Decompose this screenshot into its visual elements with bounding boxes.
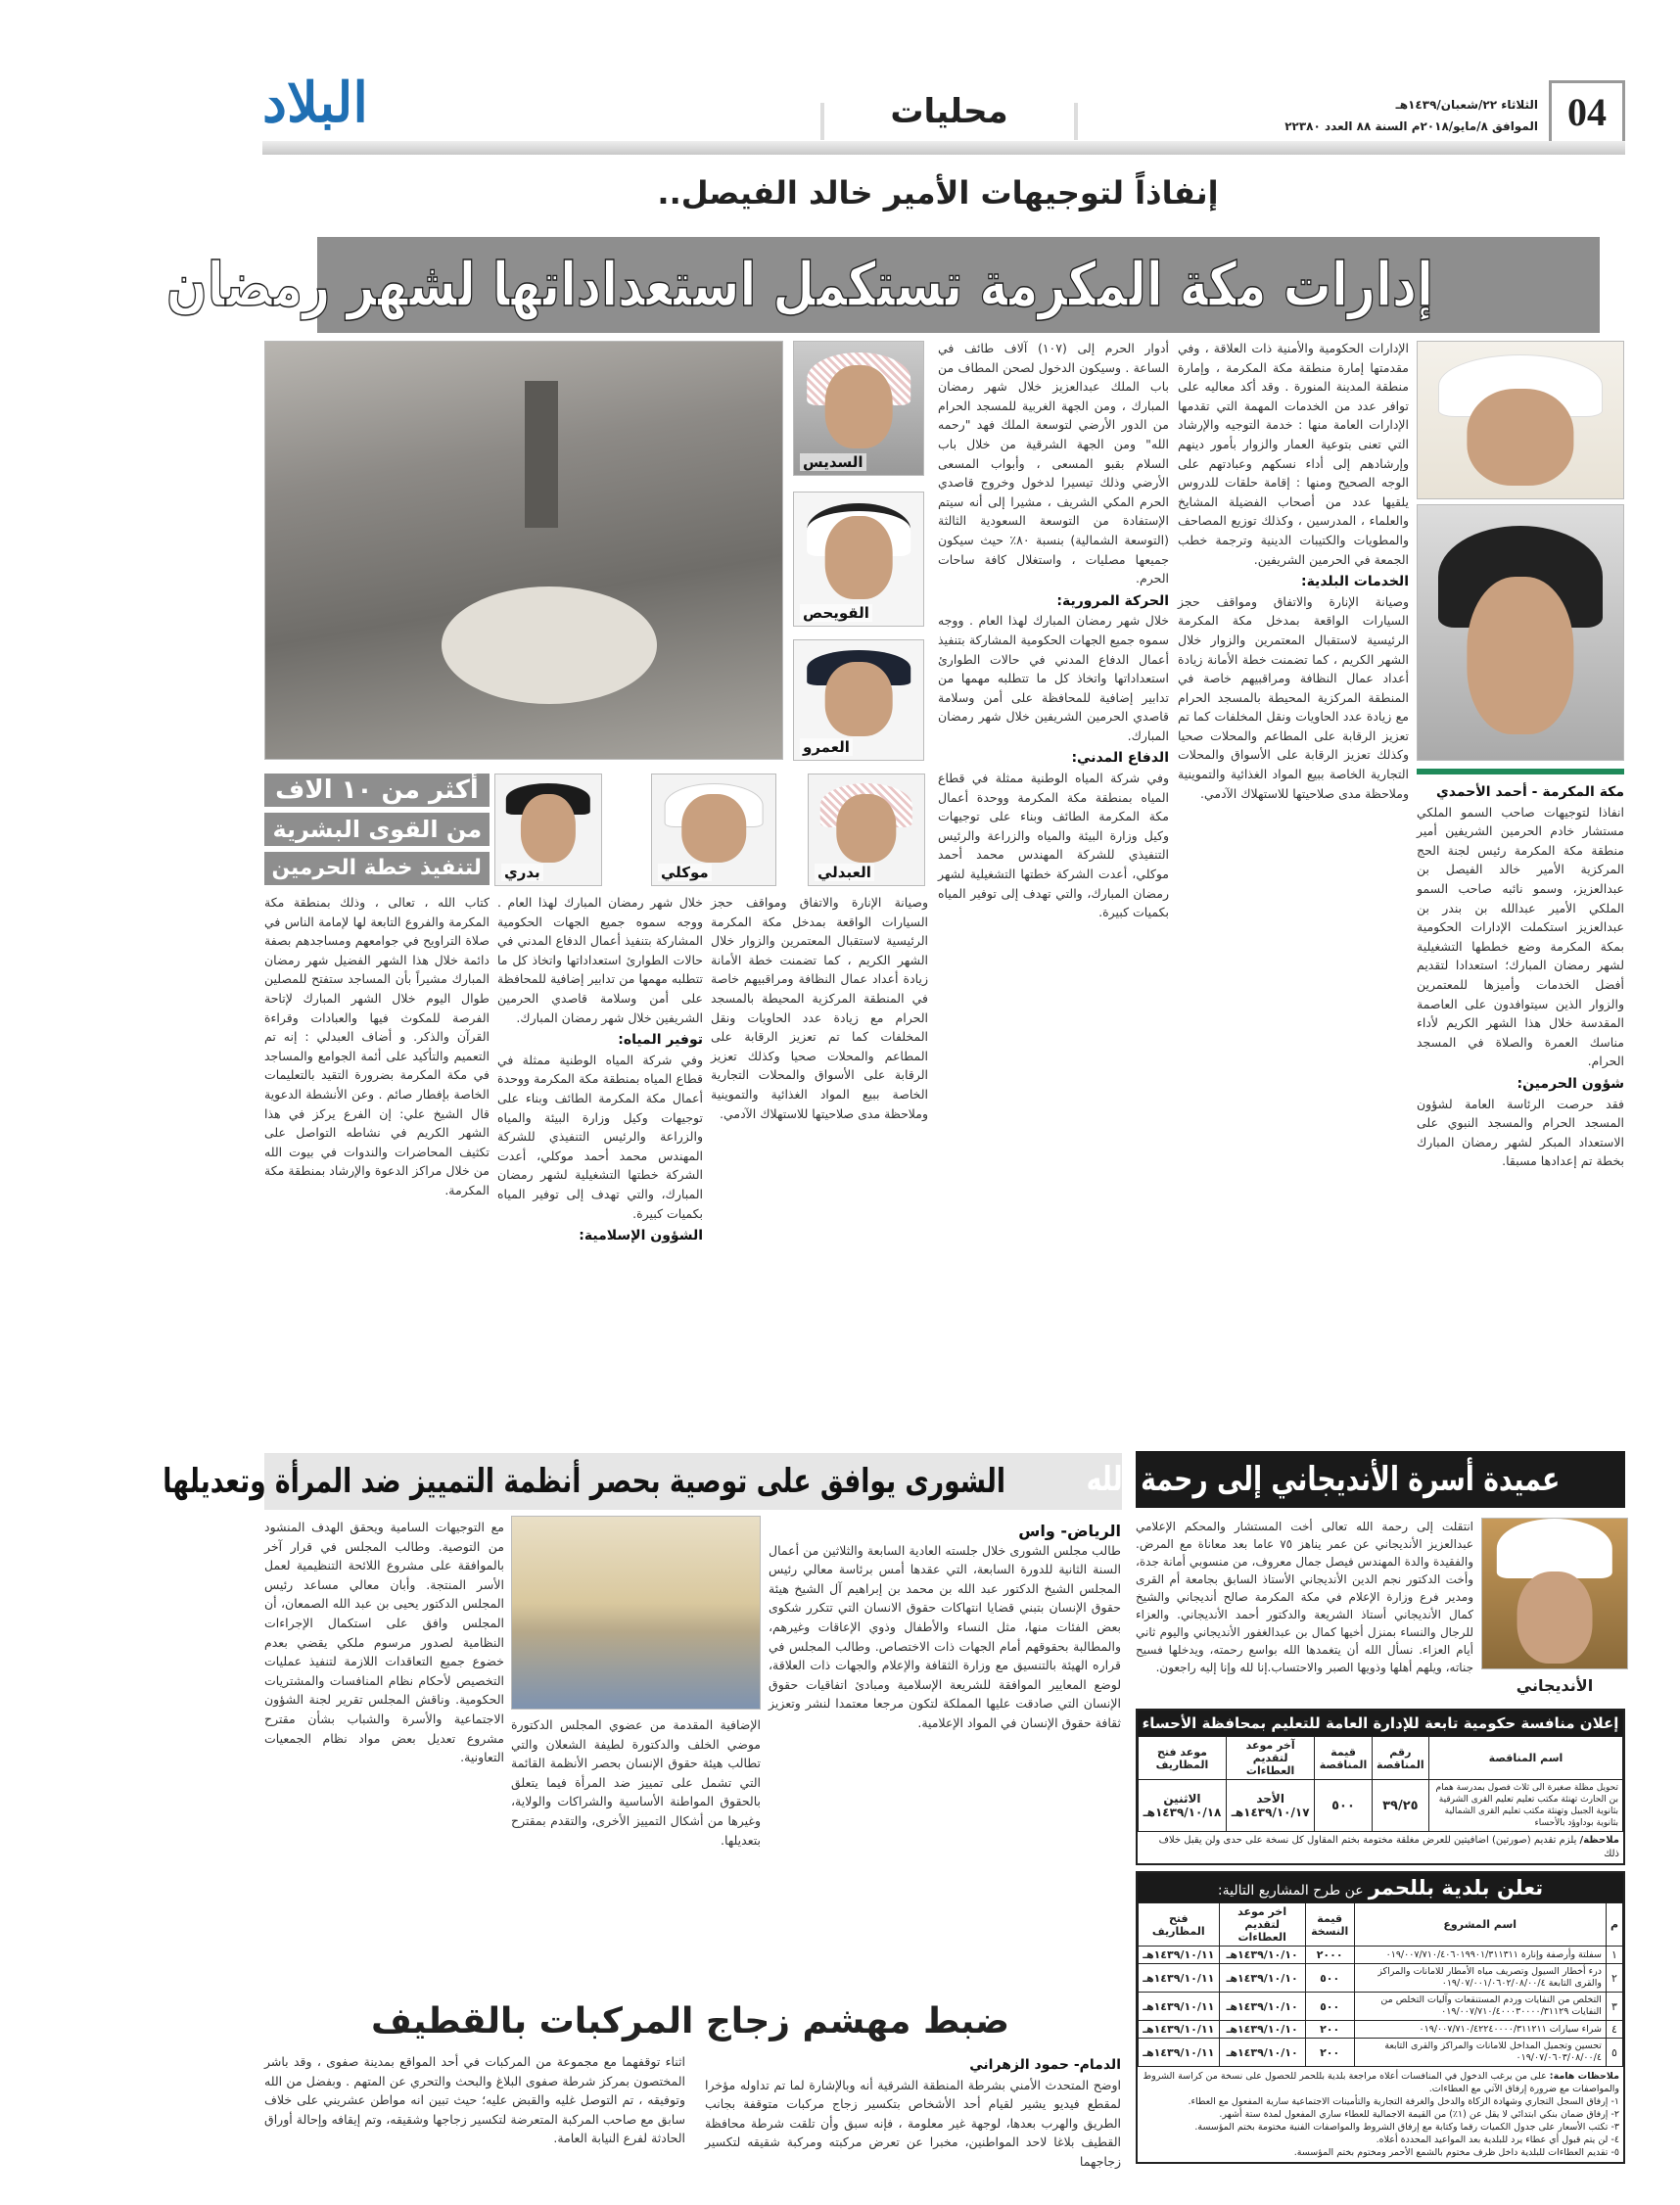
cell: ١ bbox=[1606, 1947, 1622, 1964]
shura-headline: الشورى يوافق على توصية بحصر أنظمة التمييز ضد المرأة وتعديلها bbox=[163, 1462, 1005, 1501]
paragraph: مع التوجيهات السامية ويحقق الهدف المنشود من التوصية. وطالب المجلس في قرار آخر بالموافقة على مشروع اللائحة التنظيمية لعمل الأسر المنتجة. وأبان معالي مساعد رئيس المجلس الدكتور يحيى بن عبد الله الصمعان، أن المجلس وافق على استكمال الإجراءات النظامية لصدور مرسوم ملكي يقضي بعدم خضوع جميع التعاقدات اللازمة لتنفيذ عمليات التخصيص لأحكام نظام المنافسات والمشتريات الحكومية. وناقش المجلس تقرير لجنة الشؤون الاجتماعية والأسرة والشباب بشأن مقترح مشروع تعديل بعض مواد نظام الجمعيات التعاونية. bbox=[264, 1520, 504, 1765]
paragraph: فقد حرصت الرئاسة العامة لشؤون المسجد الحرام والمسجد النبوي على الاستعداد المبكر لشهر رمضان المبارك بخطة تم إعدادها مسبقا. bbox=[1417, 1096, 1624, 1169]
paragraph: طالب مجلس الشورى خلال جلسته العادية السابعة والثلاثين من أعمال السنة الثانية للدورة السابعة، التي عقدها أمس برئاسة معالي رئيس المجلس الشيخ الدكتور عبد الله بن محمد بن إبراهيم آل الشيخ هيئة حقوق الإنسان بتبني قضايا انتهاكات حقوق الانسان التي تتكرر شكوى بعض الفئات منها، مثل النساء والأطفال وذوي الإعاقات وغيرهم، والمطالبة بحقوقهم أمام الجهات ذات الاختصاص. وطالب المجلس في قراره الهيئة بالتنسيق مع وزارة الثقافة والإعلام والجهات ذات العلاقة، لوضع المعايير الموافقة للشريعة الإسلامية ومبادئ اتفاقيات حقوق الإنسان التي صادقت عليها المملكة لتكون مرجعا معتمدا لنشر وتعزيز ثقافة حقوق الإنسان في المواد الإعلامية. bbox=[769, 1542, 1121, 1730]
paragraph: وفي شركة المياه الوطنية ممثلة في قطاع المياه بمنطقة مكة المكرمة ووحدة أعمال مكة المكرمة الطائف وبناء على توجيهات وكيل وزارة البيئة والمياه والزراعة والرئيس التنفيذي للشركة المهندس محمد أحمد موكلي، أعدت الشركة خطتها التشغيلية لشهر رمضان المبارك، والتي تهدف إلى توفير المياه بكميات كبيرة. bbox=[497, 1052, 703, 1221]
newspaper-logo[interactable]: البلاد bbox=[262, 70, 368, 135]
municipality-ad-title bbox=[1138, 1873, 1623, 1902]
note-item: ٢- إرفاق ضمان بنكي ابتدائي لا يقل عن (١٪) من القيمة الاجمالية للعطاء ساري المفعول لمدة ستة أشهر. bbox=[1219, 2109, 1619, 2120]
cell: ٢٠٠ bbox=[1305, 2039, 1354, 2067]
cell: الاثنين ١٤٣٩/١٠/١٨هـ bbox=[1139, 1780, 1227, 1832]
header-cell: اسم المشروع bbox=[1354, 1903, 1606, 1947]
dateline: الرياض- واس bbox=[1018, 1522, 1121, 1540]
note-item: ٣- تكتب الأسعار على جدول الكميات رقما وكتابة مع إرفاق الشروط والمواصفات الفنية مختومة بختم المؤسسة. bbox=[1194, 2122, 1619, 2133]
pull-quote-box bbox=[264, 852, 490, 885]
paragraph: انتقلت إلى رحمة الله تعالى أخت المستشار والمحكم الإعلامي عبدالعزيز الأنديجاني عن عمر يناهز ٧٥ عاما بعد معاناة مع المرض. والفقيدة والدة المهندس فيصل جمال معروف، من منسوبي أمانة جدة، وأخت الدكتور نجم الدين الأنديجاني الأستاذ السابق بجامعة أم القرى ومدير فرع وزارة الإعلام في مكة المكرمة صالح أنديجاني والشيخ كمال الأنديجاني أستاذ الشريعة والدكتور أحمد الأنديجاني. والعزاء للرجال والنساء بمنزل أخيها كمال بن عبدالغفور الأنديجاني واليوم ثاني أيام العزاء. نسأل الله أن يتغمدها الله بواسع رحمته، ويدخلها فسيح جناته، ويلهم أهلها وذويها الصبر والاحتساب.إنا لله وإنا إليه راجعون. bbox=[1136, 1520, 1474, 1674]
cell: درء أخطار السيول وتصريف مياه الأمطار للامانات والمراكز والقرى التابعة ٠١٩/٠٧/٠٠١/٠٦٠٢/٠٨/٠٠/٤ bbox=[1354, 1964, 1606, 1993]
shura-col-left bbox=[264, 1518, 504, 1990]
note-label: ملاحظة/ bbox=[1579, 1835, 1619, 1846]
table-row bbox=[1139, 1947, 1623, 1964]
article-col-low3 bbox=[711, 893, 928, 1417]
date-hijri: الثلاثاء ٢٢/شعبان/١٤٣٩هـ bbox=[1395, 98, 1538, 112]
cell: ٢٠٠ bbox=[1305, 2021, 1354, 2039]
paragraph: وصيانة الإنارة والاتفاق ومواقف حجز السيارات الواقعة بمدخل مكة المكرمة الرئيسية لاستقبال المعتمرين والزوار خلال الشهر الكريم ، كما تضمنت خطة الأمانة زيادة أعداد عمال النظافة ومراقبيهم خاصة في المنطقة المركزية المحيطة بالمسجد الحرام مع زيادة عدد الحاويات ونقل المخلفات كما تم تعزيز الرقابة على المطاعم والمحلات صحيا وكذلك تعزيز الرقابة على الأسواق والمحلات التجارية الخاصة ببيع المواد الغذائية والتموينية وملاحظة مدى صلاحيتها للاستهلاك الآدمي. bbox=[711, 895, 928, 1121]
obituary-text bbox=[1136, 1518, 1473, 1694]
paragraph: وصيانة الإنارة والاتفاق ومواقف حجز السيارات الواقعة بمدخل مكة المكرمة الرئيسية لاستقبال المعتمرين والزوار خلال الشهر الكريم ، كما تضمنت خطة الأمانة زيادة أعداد عمال النظافة ومراقبيهم خاصة في المنطقة المركزية المحيطة بالمسجد الحرام مع زيادة عدد الحاويات ونقل المخلفات كما تم تعزيز الرقابة على المطاعم والمحلات صحيا وكذلك تعزيز الرقابة على الأسواق والمحلات التجارية الخاصة ببيع المواد الغذائية والتموينية وملاحظة مدى صلاحيتها للاستهلاك الآدمي. bbox=[1178, 593, 1409, 801]
municipality-notes bbox=[1138, 2067, 1623, 2162]
cell: شراء سيارات ٠١٩/٠٠٧/٧١٠/٤٢٢٤٠٠٠٠/٣١١٢١١ bbox=[1354, 2021, 1606, 2039]
article-col-mid2 bbox=[938, 339, 1169, 1416]
caption: العمرو bbox=[800, 738, 853, 756]
qatif-col-left bbox=[264, 2052, 685, 2150]
cell: ٢ bbox=[1606, 1964, 1622, 1993]
cell: التخلص من النفايات وردم المستنقعات وآليات التخلص من النفايات ٠١٩/٠٠٧/٧١٠/٤٠٠٠٣٠٠٠٠/٣١١٢٩ bbox=[1354, 1993, 1606, 2021]
subhead: شؤون الحرمين: bbox=[1517, 1075, 1624, 1092]
cell: ١٤٣٩/١٠/١٠هـ bbox=[1219, 2039, 1305, 2067]
table-header-row bbox=[1139, 1737, 1623, 1780]
caption: السديس bbox=[800, 453, 866, 471]
note-text: يلزم تقديم (صورتين) اضافيتين للعرض مغلقة مختومة بختم المقاول كل نسخة على حدى ولن يقبل خلاف ذلك bbox=[1158, 1835, 1619, 1859]
municipality-ad bbox=[1136, 1871, 1625, 2164]
main-kicker-box bbox=[196, 174, 1680, 211]
pull-quote-box bbox=[264, 774, 490, 807]
cell: تحسين وتجميل المداخل للامانات والمراكز والقرى التابعة ٠١٩/٠٧/٠٦٠٣/٠٨/٠٠/٤ bbox=[1354, 2039, 1606, 2067]
notes-label: ملاحظات هامة: bbox=[1549, 2071, 1619, 2082]
photo-mokli bbox=[651, 774, 776, 886]
paragraph: أدوار الحرم إلى (١٠٧) آلاف طائف في الساعة . وسيكون الدخول لصحن المطاف من باب الملك عبدالعزيز خلال شهر رمضان المبارك ، ومن الجهة الغربية للمسجد الحرام من الدور الأرضي لتوسعة الملك فهد "رحمه الله" ومن الجهة الشرقية من خلال باب السلام بقبو المسعى ، وأبواب المسعى الأرضي وذلك تيسيرا لدخول وخروج قاصدي الحرم المكي الشريف ، مشيرا إلى أنه سيتم الإستفادة من التوسعة السعودية الثالثة (التوسعة الشمالية) بنسبة ٨٠٪ حيث سيكون جميعها مصليات ، واستغلال كافة ساحات الحرم. bbox=[938, 341, 1169, 586]
table-header-row bbox=[1139, 1903, 1623, 1947]
cell: ١٤٣٩/١٠/١٠هـ bbox=[1219, 1993, 1305, 2021]
byline: مكة المكرمة - أحمد الأحمدي bbox=[1435, 784, 1624, 800]
clock-tower bbox=[525, 381, 558, 528]
cell: ١٤٣٩/١٠/١١هـ bbox=[1139, 1993, 1220, 2021]
table-row bbox=[1139, 1993, 1623, 2021]
main-kicker: إنفاذاً لتوجيهات الأمير خالد الفيصل.. bbox=[657, 174, 1219, 211]
paragraph: الإدارات الحكومية والأمنية ذات العلاقة ، وفي مقدمتها إمارة منطقة مكة المكرمة ، وإمارة منطقة المدينة المنورة . وقد أكد معاليه على توافر عدد من الخدمات المهمة التي تقدمها الإدارات العامة منها : خدمة التوجيه والإرشاد التي تعنى بتوعية العمار والزوار بأمور دينهم وإرشادهم إلى أداء نسكهم وعبادتهم على الوجه الصحيح ومنها : إقامة حلقات للدروس يلقيها عدد من أصحاب الفضيلة المشايخ والعلماء ، المدرسين ، وكذلك توزيع المصاحف والمطويات والكتيبات الدينية وترجمة خطب الجمعة في الحرمين الشريفين. bbox=[1178, 341, 1409, 567]
haram-courtyard bbox=[442, 586, 657, 704]
cell: ١٤٣٩/١٠/١٠هـ bbox=[1219, 1947, 1305, 1964]
photo-shura-council bbox=[511, 1516, 761, 1710]
tender-ad-title: إعلان منافسة حكومية تابعة للإدارة العامة للتعليم بمحافظة الأحساء bbox=[1138, 1711, 1623, 1736]
green-rule bbox=[1417, 769, 1624, 774]
cell: ١٤٣٩/١٠/١١هـ bbox=[1139, 2021, 1220, 2039]
cell: ٣ bbox=[1606, 1993, 1622, 2021]
photo-makkah-aerial bbox=[264, 341, 783, 760]
cell: ٥٠٠ bbox=[1305, 1993, 1354, 2021]
page-number-box: 04 bbox=[1549, 80, 1625, 141]
caption: موكلي bbox=[658, 864, 712, 881]
dateline: الدمام- حمود الزهراني bbox=[969, 2057, 1121, 2073]
caption: العبدلي bbox=[815, 864, 874, 881]
article-col-low2 bbox=[497, 893, 703, 1417]
shura-col-under-photo bbox=[511, 1715, 761, 1984]
header-cell: موعد فتح المظاريف bbox=[1139, 1737, 1227, 1780]
cell: ٥ bbox=[1606, 2039, 1622, 2067]
subhead: الدفاع المدني: bbox=[1071, 750, 1169, 767]
table-row bbox=[1139, 2039, 1623, 2067]
date-gregorian: الموافق ٨/مايو/٢٠١٨م السنة ٨٨ العدد ٢٢٣٨٠ bbox=[1284, 119, 1538, 133]
note-item: ٥- تقديم العطاءات للبلدية داخل ظرف مختوم بالشمع الأحمر ومختوم بختم المؤسسة. bbox=[1293, 2147, 1619, 2158]
cell: ٤ bbox=[1606, 2021, 1622, 2039]
shura-headline-box bbox=[163, 1453, 1122, 1510]
cell: ١٤٣٩/١٠/١٠هـ bbox=[1219, 1964, 1305, 1993]
paragraph: خلال شهر رمضان المبارك لهذا العام . ووجه سموه جميع الجهات الحكومية المشاركة بتنفيذ أعمال الدفاع المدني في حالات الطوارئ استعداداتها واتخاذ كل ما تتطلبه مهمها من تدابير إضافية للمحافظة على أمن وسلامة قاصدي الحرمين الشريفين خلال شهر رمضان المبارك. bbox=[938, 613, 1169, 743]
photo-qwaihes bbox=[793, 492, 924, 627]
projects-table bbox=[1138, 1902, 1623, 2067]
header-divider bbox=[1074, 103, 1078, 140]
photo-prince-abdullah bbox=[1417, 504, 1624, 761]
header-cell: قيمة النسخة bbox=[1305, 1903, 1354, 1947]
article-col-low1 bbox=[264, 893, 490, 1417]
title-big: تعلن بلدية بللحمر bbox=[1368, 1876, 1544, 1900]
title-small: عن طرح المشاريع التالية: bbox=[1217, 1883, 1364, 1899]
header-cell: آخر موعد لتقديم العطاءات bbox=[1226, 1737, 1314, 1780]
photo-abdali bbox=[808, 774, 925, 886]
main-headline: إدارات مكة المكرمة تستكمل استعداداتها لشهر رمضان bbox=[166, 249, 1434, 320]
paragraph: وفي شركة المياه الوطنية ممثلة في قطاع المياه بمنطقة مكة المكرمة ووحدة أعمال مكة المكرمة الطائف وبناء على توجيهات وكيل وزارة البيئة والمياه والزراعة والرئيس التنفيذي للشركة المهندس محمد أحمد موكلي، أعدت الشركة خطتها التشغيلية لشهر رمضان المبارك، والتي تهدف إلى توفير المياه بكميات كبيرة. bbox=[938, 771, 1169, 920]
caption: بدري bbox=[501, 864, 543, 881]
cell: سفلتة وأرصفة وإنارة ٠١٩/٠٠٧/٧١٠/٤٠٦٠١٩٩٠١/٣١١٣١١ bbox=[1354, 1947, 1606, 1964]
article-col-right bbox=[1417, 779, 1624, 1416]
qatif-headline: ضبط مهشم زجاج المركبات بالقطيف bbox=[370, 2001, 1010, 2041]
qatif-col-right bbox=[705, 2052, 1121, 2169]
tender-ad bbox=[1136, 1709, 1625, 1865]
cell: ٥٠٠ bbox=[1305, 1964, 1354, 1993]
cell: ١٤٣٩/١٠/١١هـ bbox=[1139, 2039, 1220, 2067]
tender-table bbox=[1138, 1736, 1623, 1832]
photo-sudais bbox=[793, 341, 924, 476]
header-cell: م bbox=[1606, 1903, 1622, 1947]
photo-badri bbox=[494, 774, 602, 886]
header-cell: فتح المظاريف bbox=[1139, 1903, 1220, 1947]
pull-quote-line: أكثر من ١٠ الاف bbox=[275, 775, 479, 805]
caption: القويحص bbox=[800, 604, 872, 622]
article-col-mid1 bbox=[1178, 339, 1409, 1416]
cell: ٥٠٠ bbox=[1315, 1780, 1372, 1832]
obituary-headline: عميدة أسرة الأنديجاني إلى رحمة الله bbox=[1086, 1460, 1561, 1499]
ads-column bbox=[1136, 1709, 1625, 2164]
cell: الأحد ١٤٣٩/١٠/١٧هـ bbox=[1226, 1780, 1314, 1832]
cell: ١٤٣٩/١٠/١١هـ bbox=[1139, 1947, 1220, 1964]
cell: ٢٠٠٠ bbox=[1305, 1947, 1354, 1964]
obituary-headline-box bbox=[1086, 1451, 1625, 1508]
note-item: ٤- لن يتم قبول أي عطاء يرد للبلدية بعد المواعيد المحددة أعلاه. bbox=[1376, 2135, 1619, 2145]
paragraph: خلال شهر رمضان المبارك لهذا العام . ووجه سموه جميع الجهات الحكومية المشاركة بتنفيذ أعمال الدفاع المدني في حالات الطوارئ استعداداتها واتخاذ كل ما تتطلبه مهمها من تدابير إضافية للمحافظة على أمن وسلامة قاصدي الحرمين الشريفين خلال شهر رمضان المبارك. bbox=[497, 895, 703, 1025]
cell: تحويل مظلة صغيرة الى ثلاث فصول بمدرسة همام بن الحارث تهنئة مكتب تعليم تعليم القرى الشرقية بثانوية الجبيل وتهنئة مكتب تعليم القرى الشمالية بثانوية بوداوؤد بالأحساء bbox=[1429, 1780, 1623, 1832]
cell: ٣٩/٢٥ bbox=[1372, 1780, 1428, 1832]
photo-alamro bbox=[793, 639, 924, 761]
header-rule bbox=[262, 141, 1625, 155]
header-cell: اسم المناقصة bbox=[1429, 1737, 1623, 1780]
pull-quote-line: لتنفيذ خطة الحرمين bbox=[271, 856, 483, 880]
subhead: الشؤون الإسلامية: bbox=[579, 1228, 703, 1244]
header-cell: قيمة المناقصة bbox=[1315, 1737, 1372, 1780]
qatif-headline-box bbox=[255, 1997, 1126, 2046]
tender-note bbox=[1138, 1832, 1623, 1863]
paragraph: كتاب الله ، تعالى ، وذلك بمنطقة مكة المكرمة والفروع التابعة لها لإمامة الناس في صلاة التراويح في جوامعهم ومساجدهم بصفة دائمة خلال هذا الشهر الفضيل شهر رمضان المبارك مشيراً بأن المساجد ستفتح للمصلين طوال اليوم خلال الشهر المبارك لإتاحة الفرصة للمكوث فيها والعبادات وقراءة القرآن والذكر. و أضاف العبدلي : إنه تم التعميم والتأكيد على أئمة الجوامع والمساجد في مكة المكرمة بضرورة التقيد بالتعليمات الخاصة بإفطار صائم . وعن الأنشطة الدعوية قال الشيخ علي: إن الفرع يركز في هذا الشهر الكريم في نشاطه التواصل على تكثيف المحاضرات والندوات في بيوت الله من خلال مراكز الدعوة والإرشاد بمنطقة مكة المكرمة. bbox=[264, 895, 490, 1197]
photo-andijani bbox=[1481, 1518, 1628, 1669]
paragraph: انفاذا لتوجيهات صاحب السمو الملكي مستشار خادم الحرمين الشريفين أمير منطقة مكة المكرمة رئيس لجنة الحج المركزية الأمير خالد الفيصل بن عبدالعزيز، وسمو نائبه صاحب السمو الملكي الأمير عبدالله بن بندر بن عبدالعزيز استكملت الإدارات الحكومية بمكة المكرمة وضع خططها التشغيلية لشهر رمضان المبارك؛ استعدادا لتقديم أفضل الخدمات وأميزها للمعتمرين والزوار الذين سيتوافدون على العاصمة المقدسة خلال هذا الشهر الكريم لأداء مناسك العمرة والصلاة في المسجد الحرام. bbox=[1417, 804, 1624, 1069]
pull-quote-line: من القوى البشرية bbox=[272, 816, 482, 843]
table-row bbox=[1139, 1964, 1623, 1993]
cell: ١٤٣٩/١٠/١١هـ bbox=[1139, 1964, 1220, 1993]
cell: ١٤٣٩/١٠/١٠هـ bbox=[1219, 2021, 1305, 2039]
main-headline-box bbox=[166, 237, 1600, 333]
header-cell: اخر موعد لتقديم العطاءات bbox=[1219, 1903, 1305, 1947]
shura-col-right bbox=[769, 1518, 1121, 1990]
table-row bbox=[1139, 1780, 1623, 1832]
header-cell: رقم المناقصة bbox=[1372, 1737, 1428, 1780]
obituary-photo-caption: الأنديجاني bbox=[1516, 1676, 1594, 1695]
note-item: ١- إرفاق السجل التجاري وشهادة الزكاة والدخل والغرفة التجارية والتأمينات الاجتماعية سارية المفعول مع العطاء. bbox=[1188, 2096, 1619, 2107]
table-row bbox=[1139, 2021, 1623, 2039]
paragraph: اوضح المتحدث الأمني بشرطة المنطقة الشرقية أنه وبالإشارة لما تم تداوله مؤخرا لمقطع فيديو يشير لقيام أحد الأشخاص بتكسير زجاج مركبات متوقفة بجانب الطريق والهرب بعدها، لوجهة غير معلومة ، فإنه سبق وأن تلقت شرطة محافظة القطيف بلاغا لاحد المواطنين، مخبرا عن تعرض مركبته ومركبة شقيقه لتكسير زجاجهما bbox=[705, 2077, 1121, 2169]
subhead: الخدمات البلدية: bbox=[1300, 574, 1409, 590]
subhead: توفير المياه: bbox=[618, 1032, 703, 1049]
section-title: محليات bbox=[890, 92, 1008, 131]
paragraph: اثناء توقفهما مع مجموعة من المركبات في أحد المواقع بمدينة صفوى ، وقد باشر المختصون بمركز شرطة صفوى البلاغ والبحث والتحري عن المتهم . وبفضل من الله وتوفيقه ، تم التوصل غليه والقبض عليه؛ حيث تبين انه مواطن عشريني على خلاف سابق مع صاحب المركبة المتعرضة لتكسير زجاجها وشقيقه، وتم إيقافه وإحالة أوراق الحادثة لفرع النيابة العامة. bbox=[264, 2054, 685, 2146]
photo-prince-khalid bbox=[1417, 341, 1624, 499]
notes-intro: على من يرغب الدخول في المنافسات أعلاه مراجعة بلدية بللحمر للحصول على نسخة من كراسة الشروط والمواصفات مع ضرورة إرفاق الآتي مع العطاءات. bbox=[1143, 2071, 1619, 2094]
paragraph: الإضافية المقدمة من عضوي المجلس الدكتورة موضي الخلف والدكتورة لطيفة الشعلان والتي تطالب هيئة حقوق الإنسان بحصر الأنظمة القائمة التي تشمل على تمييز ضد المرأة فيما يتعلق بالحقوق المواطنة الأساسية والشراكات والولاية، وغيرها من أشكال التمييز الأخرى، والتقدم بمقترح بتعديلها. bbox=[511, 1717, 761, 1848]
subhead: الحركة المرورية: bbox=[1056, 592, 1169, 609]
pull-quote-box bbox=[264, 813, 490, 846]
